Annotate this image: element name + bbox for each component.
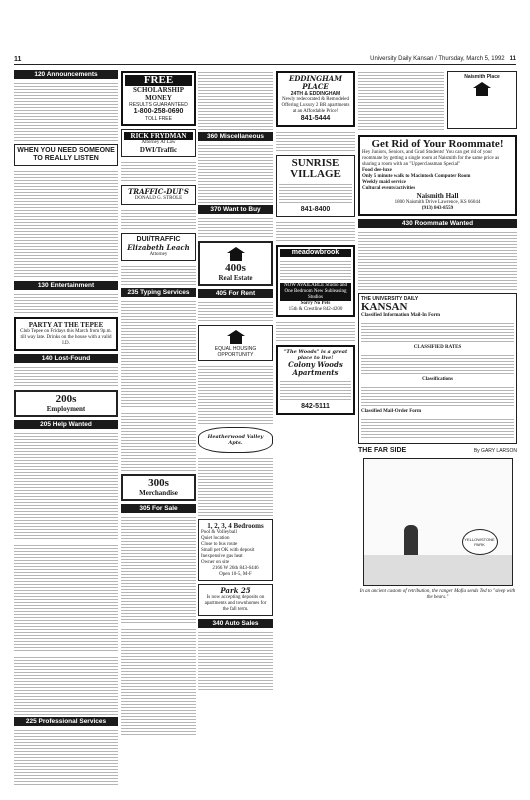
cartoon-ground [364,555,512,585]
rates-table [361,353,514,375]
colony-title: Colony Woods [288,360,343,369]
rick-name: RICK FRYDMAN [124,132,193,140]
publication-name: University Daily Kansan / Thursday, March 5, 1992 [370,56,505,62]
classifications-title: Classifications [422,377,453,382]
sunrise-text [276,220,355,242]
employment-number: 200s [55,393,77,405]
classified-text-block [14,169,118,279]
ad-colony-woods [276,345,355,415]
meadowbrook-phone: 15th & Crestline 842-4200 [288,307,343,312]
ad-leach [121,233,196,261]
lost-found-text [14,365,118,387]
house-icon [225,247,247,261]
far-side-title: THE FAR SIDE [358,447,407,454]
meadowbrook-title: meadowbrook [280,249,351,257]
for-rent-text [198,300,273,322]
building-icon [471,82,493,96]
section-lost-found: 140 Lost-Found [14,354,118,363]
far-side-header [358,447,517,455]
party-title: PARTY AT THE TEPEE [28,321,104,329]
column-5 [358,68,517,786]
section-roommate-wanted: 430 Roommate Wanted [358,219,517,228]
get-rid-title: Get Rid of Your Roommate! [371,138,504,150]
scholarship-phone: 1-800-258-0690 [133,108,184,115]
form-lines [361,321,514,343]
far-side-author: By GARY LARSON [473,448,517,454]
ad-listen [14,144,118,166]
feature-item: Inexpensive gas heat [201,554,243,559]
leach-name: Elizabeth Leach [127,243,190,252]
leach-text [121,264,196,286]
cartoon-figure [404,525,418,555]
estate-label: Real Estate [218,274,253,282]
bedrooms-title: 1, 2, 3, 4 Bedrooms [207,522,264,530]
strole-text [121,208,196,230]
ad-park25 [198,584,273,616]
ad-eddingham [276,71,355,127]
park25-body: Is now accepting deposits on apartments and townhomes for the fall term. [204,595,267,612]
leach-role: Attorney [149,252,168,257]
ad-bedrooms [198,519,273,581]
section-help-wanted: 205 Help Wanted [14,420,118,429]
classified-rates-title: CLASSIFIED RATES [413,345,462,350]
roommate-wanted-text [358,230,517,290]
ad-strole [121,185,196,205]
woods-preface [276,320,355,342]
feature-item: Weekly maid service [362,180,406,185]
employment-banner [14,390,118,417]
scholarship-title: SCHOLARSHIP MONEY [133,86,184,102]
meadowbrook-body [280,259,351,281]
entertainment-text [14,292,118,314]
help-wanted-text-3 [14,655,118,715]
typing-text [121,299,196,409]
feature-item: Owner on site [201,560,230,565]
equal-housing-text: EQUAL HOUSING OPPORTUNITY [214,346,257,358]
naismith-address: 1800 Naismith Drive Lawrence, KS 66044 [394,200,481,205]
ad-heatherwood [198,427,273,453]
want-buy-text [198,216,273,238]
sunrise-phone: 841-8400 [300,206,331,213]
estate-number: 400s [225,262,246,274]
strole-name: DONALD G. STROLE [134,196,183,201]
eddingham-address: 24TH & EDDINGHAM [290,91,341,97]
meadowbrook-sorry: Sorry No Pets [300,301,331,306]
top-rule [14,64,516,65]
publication-line [370,56,516,62]
naismith-place-title: Naismith Place [464,74,500,80]
rick-role: Attorney At Law [141,140,176,145]
ad-sunrise [276,155,355,217]
professional-text [14,728,118,786]
page-number-right: 11 [509,56,516,62]
traffic-title: TRAFFIC-DUI'S [128,187,189,196]
bedroom-features [201,530,270,566]
ad-listen-title: WHEN YOU NEED SOMEONE TO REALLY LISTEN [17,147,115,162]
roommate-text-top [358,70,444,130]
eddingham-phone: 841-5444 [300,115,331,122]
bedrooms-phone: 2166 W 26th 843-6446 [212,566,259,571]
kansan-logo: KANSAN [361,301,408,313]
get-rid-body: Hey Juniors, Seniors, and Grad Students! You can get rid of your roommate by getting a single room at Naismith for the same price as sharing a room with an "Upperclassman Special" [362,150,500,167]
cartoon-sign: YELLOWSTONE PARK [462,529,498,555]
announcement-text [14,81,118,141]
eddingham-body: Newly redecorated & Remodeled Offering Luxury 2 BR apartments at an Affordable Price! [281,97,350,114]
typing-text-2 [121,411,196,471]
rent-text-2 [198,456,273,516]
top-row [358,68,517,132]
section-want-buy: 370 Want to Buy [198,205,273,214]
mail-order-title: Classified Mail-Order Form [361,409,422,414]
section-for-sale: 305 For Sale [121,504,196,513]
classified-info-title: Classified Information Mail-In Form [361,313,441,318]
feature-item: Close to bus route [201,542,238,547]
section-misc: 360 Miscellaneous [198,132,273,141]
far-side-cartoon [363,458,513,586]
section-professional: 225 Professional Services [14,717,118,726]
section-typing: 235 Typing Services [121,288,196,297]
bedrooms-hours: Open 10-5, M-F [219,572,252,577]
feature-item: Food dee-luxe [362,168,392,173]
ad-rick-frydman [121,129,196,157]
page-number-left: 11 [14,56,22,63]
ad-naismith-hall [358,135,517,216]
feature-item: Small pet OK with deposit [201,548,255,553]
feature-item: Pool & Volleyball [201,530,237,535]
legal-text [121,160,196,182]
help-wanted-text [14,431,118,541]
classifications-list [361,385,514,407]
help-wanted-text-2 [14,543,118,653]
classified-form [358,293,517,444]
naismith-features [362,168,513,192]
auto-sales-text [198,630,273,690]
column-4 [276,68,355,786]
real-estate-banner [198,241,273,286]
ad-naismith-place [447,71,517,129]
ad-scholarship [121,71,196,126]
woods-tagline: "The Woods" is a great place to live! [283,349,348,361]
rick-dwi: DWI/Traffic [139,146,178,154]
heatherwood-name: Heatherwood Valley Apts. [207,434,264,446]
naismith-phone: (913) 843-8559 [421,206,454,211]
equal-housing-box [198,325,273,361]
feature-item: Quiet location [201,536,230,541]
feature-item: Cultural events/activities [362,186,416,191]
for-sale-text-2 [121,627,196,737]
mail-order-lines [361,417,514,439]
employment-label: Employment [46,405,86,413]
merch-label: Merchandise [139,489,178,497]
section-announcements: 120 Announcements [14,70,118,79]
section-entertainment: 130 Entertainment [14,281,118,290]
colony-phone: 842-5111 [301,403,330,410]
misc-top-text [198,70,273,130]
column-1 [14,68,118,786]
sunrise-title: SUNRISE VILLAGE [290,157,341,180]
kansan-university: THE UNIVERSITY DAILY [361,296,419,302]
colony-list [280,379,351,401]
eddingham-text [276,130,355,152]
ad-party-tepee [14,317,118,351]
party-body: Club Tepee on Fridays this March from 9p.m. till way late. Drinks on the house with a valid I.D. [20,329,112,346]
rent-text [198,364,273,424]
ad-meadowbrook [276,245,355,317]
merchandise-banner [121,474,196,501]
dui-traffic: DUI/TRAFFIC [136,236,181,243]
for-sale-text [121,515,196,625]
toll-free: TOLL FREE [145,116,172,122]
results-label: RESULTS GUARANTEED [129,102,188,108]
merch-number: 300s [148,477,169,489]
section-for-rent: 405 For Rent [198,289,273,298]
meadowbrook-available: NOW AVAILABLE Studio and One Bedroom New Subleasing Studios [280,283,351,301]
equal-housing-icon [225,330,247,344]
eddingham-title: EDDINGHAM PLACE [289,74,342,91]
sunrise-list [279,182,352,204]
column-3 [198,68,273,786]
colony-apartments: Apartments [292,368,339,377]
free-label: FREE [125,75,192,86]
section-auto-sales: 340 Auto Sales [198,619,273,628]
far-side-caption: In an ancient custom of retribution, the ranger Mafia sends Ted to "sleep with the bears." [359,589,516,600]
misc-text [198,143,273,203]
naismith-hall-name: Naismith Hall [416,192,459,200]
park25-title: Park 25 [220,586,251,595]
column-2 [121,68,196,786]
feature-item: Only 5 minute walk to Macintosh Computer Room [362,174,471,179]
